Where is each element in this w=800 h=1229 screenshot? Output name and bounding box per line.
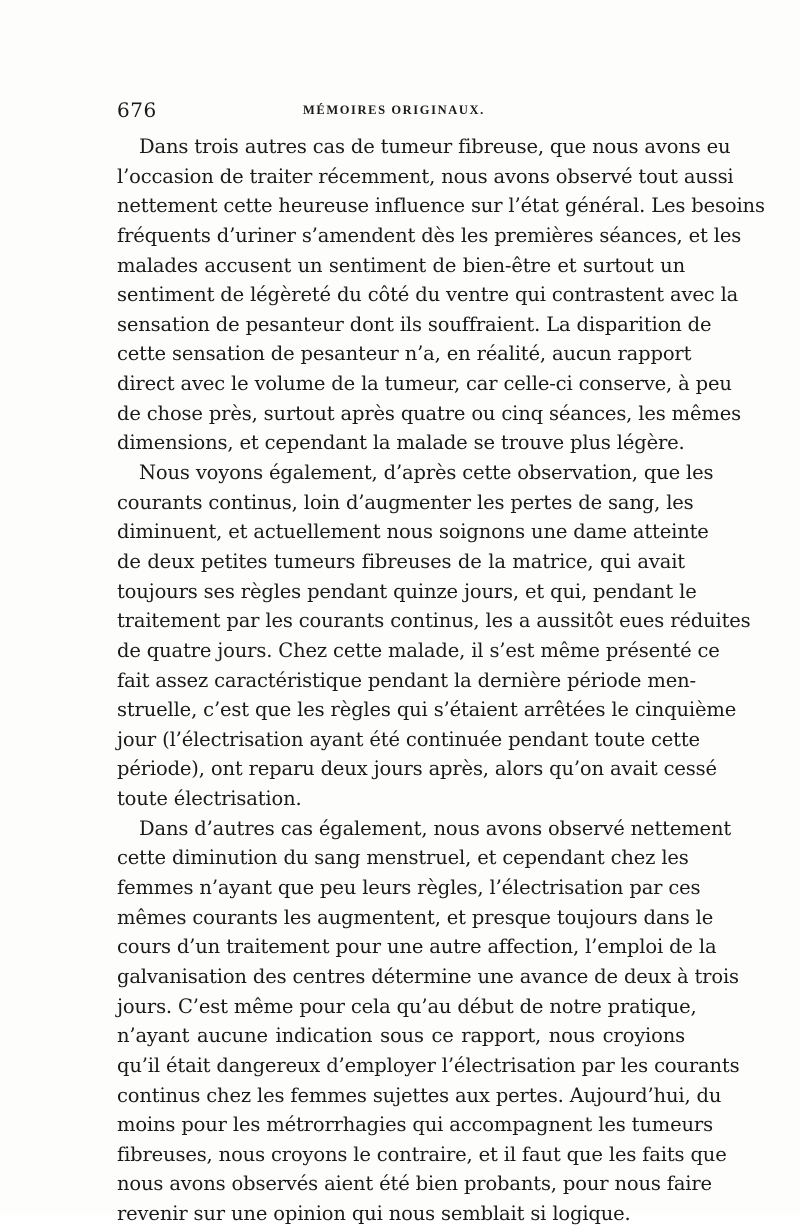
text-line: malades accusent un sentiment de bien-être et surtout un (117, 253, 685, 277)
text-line: jours. C’est même pour cela qu’au début de notre pratique, (117, 994, 697, 1018)
text-line: jour (l’électrisation ayant été continuée pendant toute cette (117, 727, 700, 751)
text-line: de quatre jours. Chez cette malade, il s’est même présenté ce (117, 638, 720, 662)
journal-title: MÉMOIRES ORIGINAUX. (303, 103, 485, 117)
text-line: nous avons observés aient été bien probants, pour nous faire (117, 1172, 712, 1196)
text-line: l’occasion de traiter récemment, nous avons observé tout aussi (117, 164, 734, 188)
text-line: période), ont reparu deux jours après, alors qu’on avait cessé (117, 757, 717, 781)
text-line: moins pour les métrorrhagies qui accompagnent les tumeurs (117, 1113, 713, 1137)
body-text (117, 132, 765, 1229)
text-line: galvanisation des centres détermine une avance de deux à trois (117, 964, 739, 988)
text-line: n’ayant aucune indication sous ce rapport, nous croyions (117, 1024, 685, 1048)
text-line: sentiment de légèreté du côté du ventre qui contrastent avec la (117, 283, 739, 307)
text-line: Dans trois autres cas de tumeur fibreuse, que nous avons eu (139, 135, 731, 158)
text-line: fait assez caractéristique pendant la dernière période men- (117, 668, 696, 692)
text-line: cette diminution du sang menstruel, et cependant chez les (117, 846, 689, 870)
page-number: 676 (117, 98, 157, 122)
text-line: direct avec le volume de la tumeur, car celle-ci conserve, à peu (117, 372, 732, 396)
text-line: struelle, c’est que les règles qui s’étaient arrêtées le cinquième (117, 698, 737, 722)
text-line: continus chez les femmes sujettes aux pertes. Aujourd’hui, du (117, 1083, 722, 1107)
paragraph (117, 458, 751, 814)
text-line: de deux petites tumeurs fibreuses de la matrice, qui avait (117, 549, 685, 573)
text-line: mêmes courants les augmentent, et presque toujours dans le (117, 905, 714, 929)
text-line: sensation de pesanteur dont ils souffraient. La disparition de (117, 312, 712, 336)
running-header (117, 98, 685, 122)
text-line: revenir sur une opinion qui nous semblait si logique. (117, 1202, 631, 1226)
text-line: femmes n’ayant que peu leurs règles, l’électrisation par ces (117, 876, 701, 900)
paragraph (117, 132, 765, 458)
text-line: dimensions, et cependant la malade se trouve plus légère. (117, 431, 685, 455)
text-line: qu’il était dangereux d’employer l’électrisation par les courants (117, 1053, 740, 1077)
text-line: Nous voyons également, d’après cette observation, que les (139, 461, 714, 485)
text-line: cette sensation de pesanteur n’a, en réalité, aucun rapport (117, 342, 692, 366)
text-line: courants continus, loin d’augmenter les pertes de sang, les (117, 490, 694, 514)
text-line: traitement par les courants continus, les a aussitôt eues réduites (117, 609, 751, 633)
text-line: cours d’un traitement pour une autre affection, l’emploi de la (117, 935, 717, 959)
text-line: toute électrisation. (117, 787, 302, 811)
text-line: nettement cette heureuse influence sur l’état général. Les besoins (117, 194, 765, 218)
text-line: fréquents d’uriner s’amendent dès les premières séances, et les (117, 223, 742, 247)
text-line: diminuent, et actuellement nous soignons une dame atteinte (117, 520, 709, 544)
text-line: de chose près, surtout après quatre ou cinq séances, les mêmes (117, 401, 741, 425)
text-line: fibreuses, nous croyons le contraire, et il faut que les faits que (117, 1142, 727, 1166)
paragraph (117, 814, 740, 1229)
text-line: Dans d’autres cas également, nous avons observé nettement (139, 816, 732, 840)
text-line: toujours ses règles pendant quinze jours, et qui, pendant le (117, 579, 697, 603)
